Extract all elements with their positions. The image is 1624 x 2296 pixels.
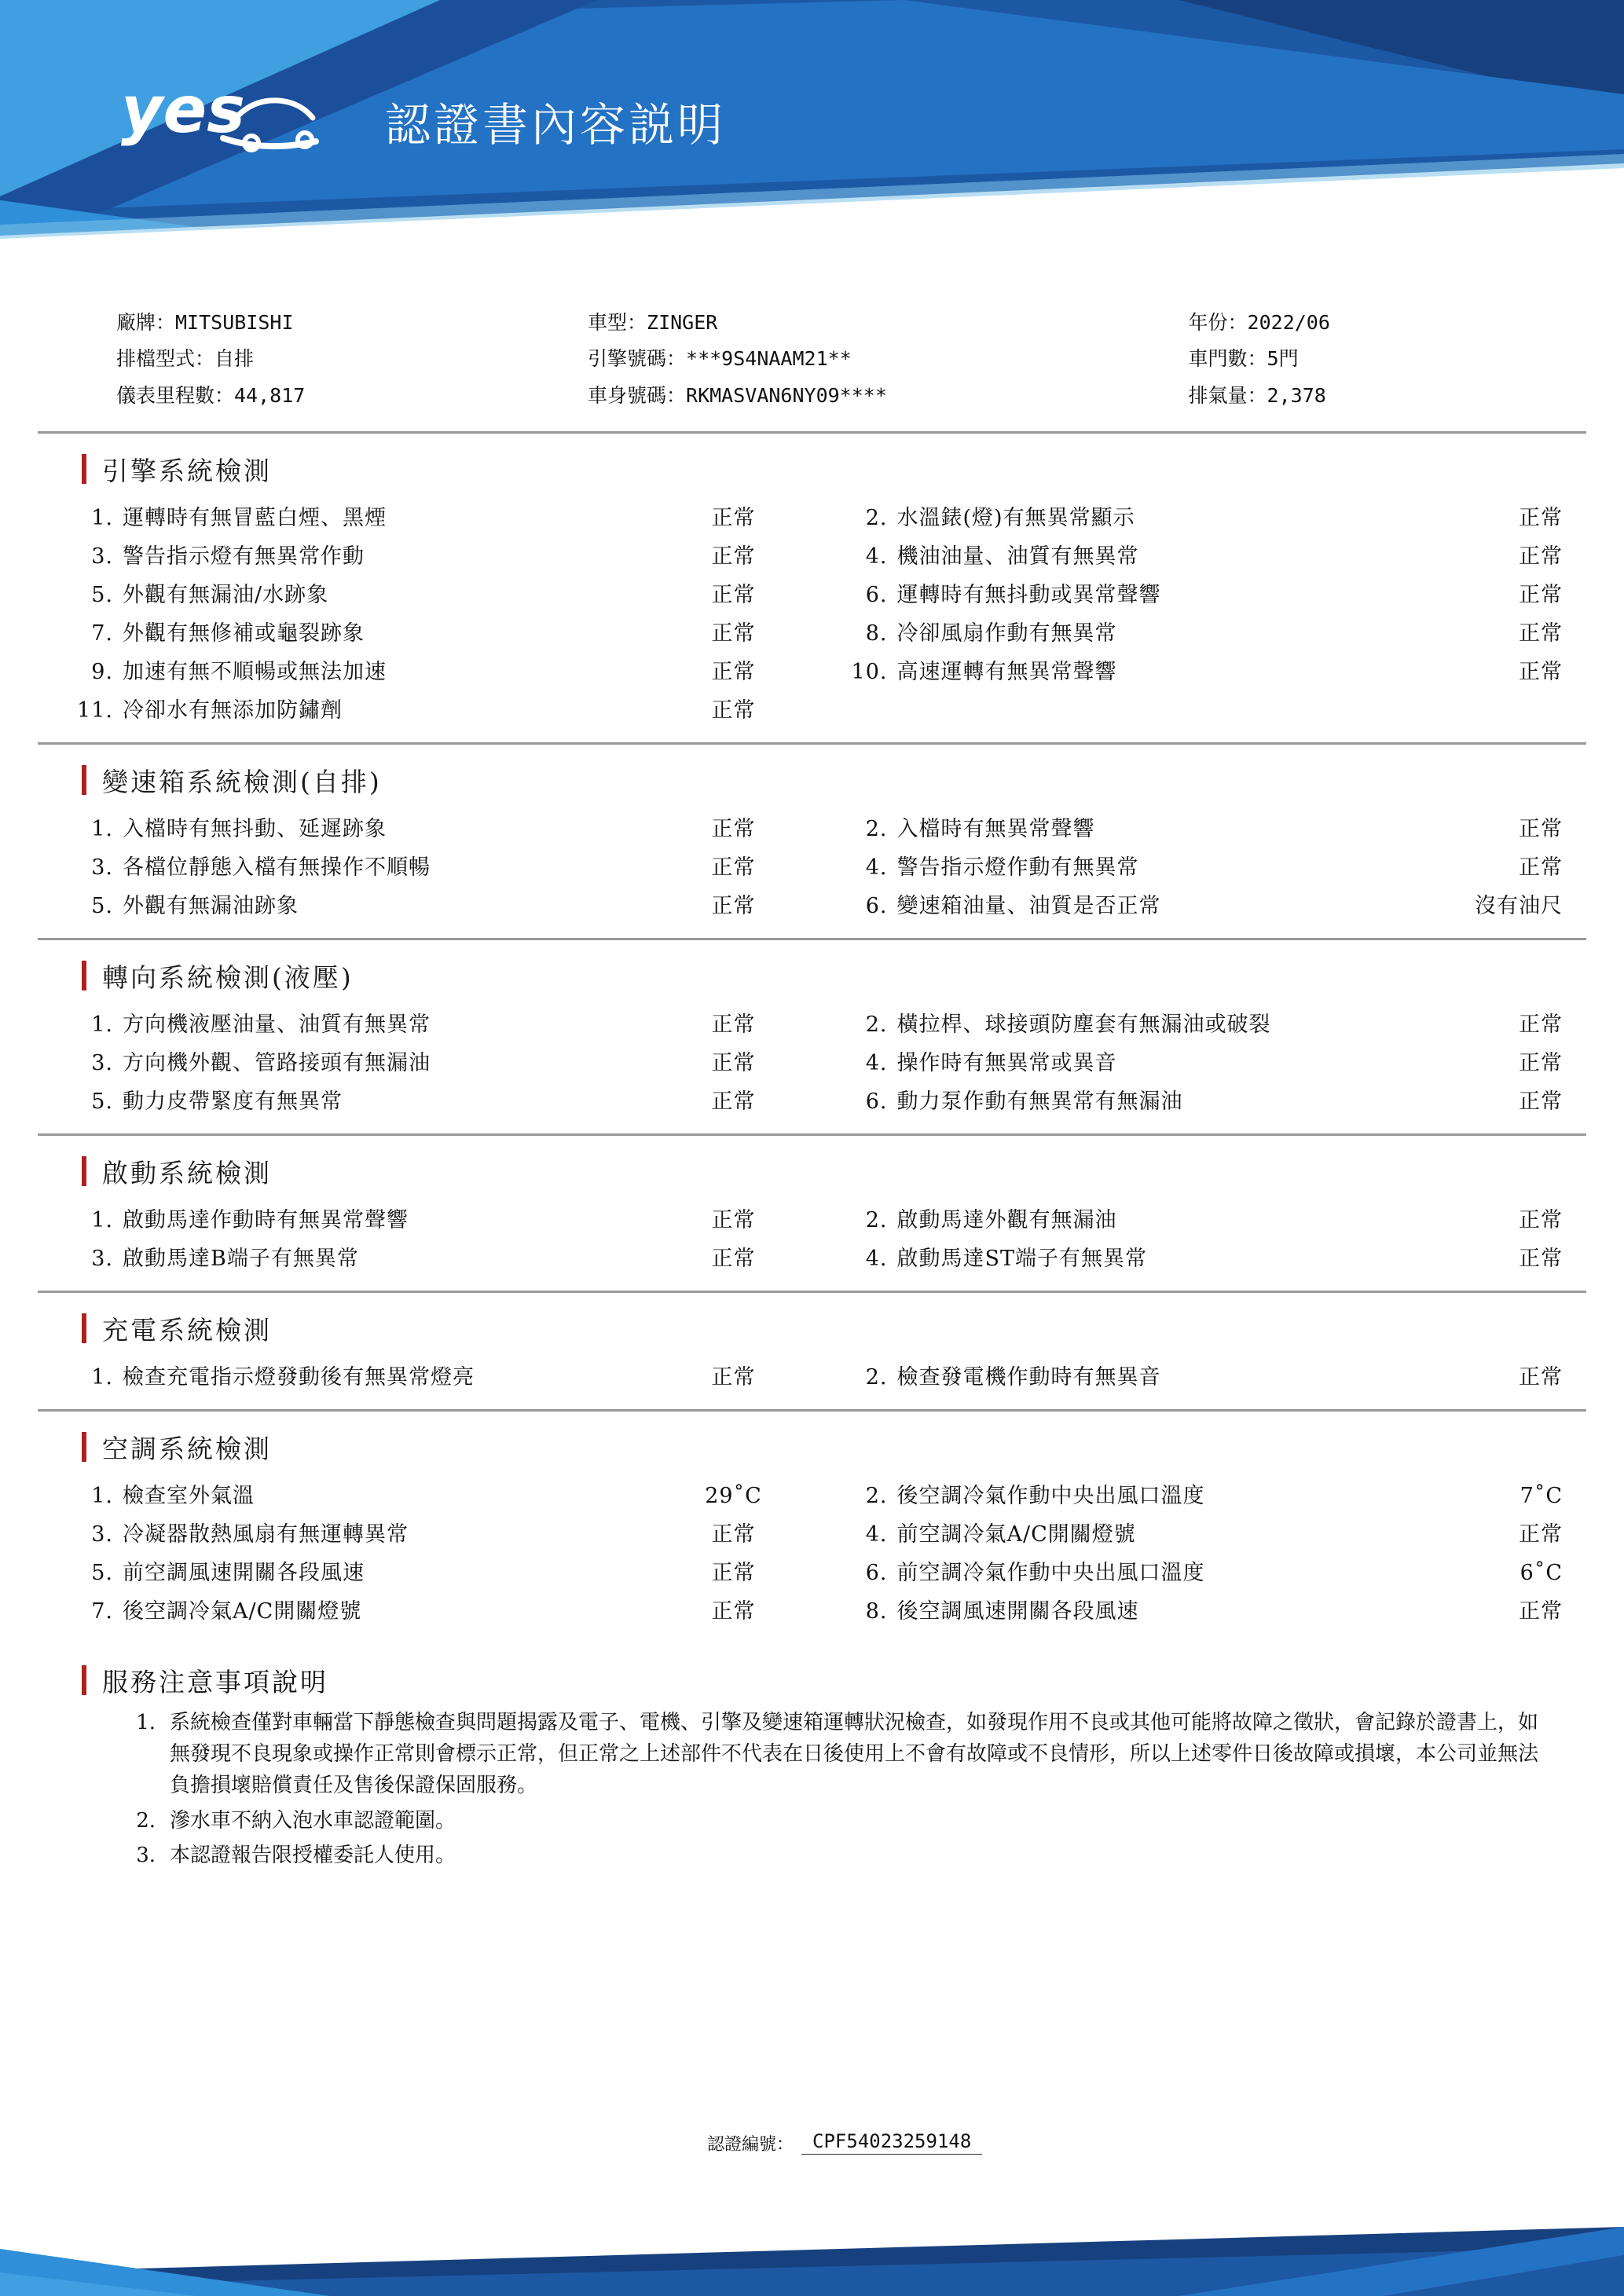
inspection-section <box>38 434 1586 745</box>
section-item-list <box>38 1472 1586 1631</box>
section-title-text: 空調系統檢測 <box>102 1433 272 1464</box>
inspection-section <box>38 1412 1586 1643</box>
inspection-item <box>38 623 812 644</box>
notes-title-text: 服務注意事項說明 <box>102 1666 328 1697</box>
inspection-item <box>38 1598 812 1624</box>
item-number: 7. <box>91 1598 113 1624</box>
section-accent-bar <box>82 1156 86 1186</box>
section-accent-bar <box>82 1313 86 1343</box>
item-number: 11. <box>77 698 113 723</box>
item-result-value: 正常 <box>711 1012 756 1037</box>
inspection-row <box>38 887 1586 925</box>
item-label: 動力泵作動有無異常有無漏油 <box>896 1089 1183 1114</box>
item-result-value: 正常 <box>711 855 756 880</box>
item-number: 2. <box>865 1012 888 1037</box>
item-label: 前空調冷氣作動中央出風口溫度 <box>896 1560 1205 1585</box>
notes-section-title <box>38 1643 1586 1704</box>
item-result-value: 正常 <box>1519 1089 1563 1114</box>
item-label: 入檔時有無抖動、延遲跡象 <box>123 816 387 841</box>
inspection-item <box>38 507 812 529</box>
item-result-value: 正常 <box>711 505 756 530</box>
inspection-item <box>812 546 1587 567</box>
item-result-value: 正常 <box>711 659 756 684</box>
inspection-row <box>38 1201 1586 1240</box>
item-number: 6. <box>865 1560 888 1585</box>
vehicle-door-count: 車門數：5門 <box>1188 347 1299 371</box>
item-label: 運轉時有無冒藍白煙、黑煙 <box>123 505 387 530</box>
note-text: 滲水車不納入泡水車認證範圍。 <box>170 1808 456 1833</box>
item-number: 10. <box>851 659 888 684</box>
vehicle-info-row <box>116 305 1508 341</box>
item-label: 前空調冷氣A/C開關燈號 <box>896 1522 1136 1547</box>
inspection-row <box>38 1044 1586 1082</box>
note-text: 系統檢查僅對車輛當下靜態檢查與問題揭露及電子、電機、引擎及變速箱運轉狀況檢查，如發現作用不良或其他可能將故障之徵狀，會記錄於證書上，如無發現不良現象或操作正常則會標示正常，但正常之上述部件不代表在日後使用上不會有故障或不良情形，所以上述零件日後故障或損壞，本公司並無法負擔損壞賠償責任及售後保證保固服務。 <box>170 1710 1539 1798</box>
section-title <box>38 1293 1586 1353</box>
inspection-row <box>38 1554 1586 1592</box>
item-number: 3. <box>91 855 113 880</box>
section-title-text: 轉向系統檢測(液壓) <box>102 961 354 993</box>
section-item-list <box>38 805 1586 925</box>
item-result-value: 6˚C <box>1520 1560 1563 1585</box>
inspection-item <box>812 818 1587 840</box>
inspection-item <box>812 584 1587 606</box>
inspection-item <box>812 1091 1587 1112</box>
inspection-item <box>38 1485 812 1507</box>
item-label: 啟動馬達ST端子有無異常 <box>896 1246 1148 1271</box>
item-label: 檢查充電指示燈發動後有無異常燈亮 <box>123 1364 475 1390</box>
inspection-item <box>38 700 812 721</box>
item-number: 5. <box>91 893 113 918</box>
section-title-text: 引擎系統檢測 <box>102 455 272 486</box>
item-label: 冷卻水有無添加防鏽劑 <box>123 698 343 723</box>
item-result-value: 正常 <box>711 893 756 918</box>
vehicle-displacement: 排氣量：2,378 <box>1188 383 1326 407</box>
section-item-list <box>38 1353 1586 1397</box>
item-result-value: 正常 <box>1519 505 1563 530</box>
item-number: 3. <box>91 1522 113 1547</box>
certificate-number-label: 認證編號： <box>707 2135 794 2155</box>
inspection-item <box>38 1207 812 1232</box>
inspection-item <box>812 1524 1587 1545</box>
item-result-value: 正常 <box>1519 855 1563 880</box>
certificate-number-value: CPF54023259148 <box>801 2130 982 2155</box>
item-number: 9. <box>91 659 113 684</box>
item-result-value: 正常 <box>1519 1246 1563 1271</box>
inspection-item <box>812 857 1587 878</box>
item-number: 7. <box>91 621 113 646</box>
item-label: 動力皮帶緊度有無異常 <box>123 1089 343 1114</box>
item-number: 8. <box>865 621 888 646</box>
inspection-row <box>38 848 1586 887</box>
inspection-section <box>38 745 1586 940</box>
inspection-row <box>38 1358 1586 1397</box>
item-label: 加速有無不順暢或無法加速 <box>123 659 387 684</box>
item-result-value: 正常 <box>1519 621 1563 646</box>
item-result-value: 7˚C <box>1520 1483 1563 1508</box>
page-title: 認證書內容説明 <box>385 98 727 152</box>
item-label: 檢查室外氣溫 <box>123 1483 255 1508</box>
vehicle-mileage: 儀表里程數：44,817 <box>116 383 306 407</box>
section-item-list <box>38 494 1586 730</box>
item-result-value: 正常 <box>1519 1012 1563 1037</box>
svg-text:yes: yes <box>121 75 245 148</box>
item-label: 外觀有無漏油/水跡象 <box>123 582 329 607</box>
item-result-value: 沒有油尺 <box>1475 893 1563 918</box>
vehicle-info-row <box>116 378 1508 414</box>
item-label: 方向機液壓油量、油質有無異常 <box>123 1012 431 1037</box>
item-result-value: 正常 <box>711 1364 756 1390</box>
inspection-item <box>812 700 1587 721</box>
vehicle-transmission: 排檔型式：自排 <box>116 347 255 371</box>
inspection-row <box>38 1515 1586 1554</box>
inspection-item <box>38 1050 812 1075</box>
inspection-row <box>38 1477 1586 1515</box>
inspection-item <box>812 1364 1587 1390</box>
item-number: 1. <box>91 816 113 841</box>
note-number: 3. <box>136 1843 156 1867</box>
section-item-list <box>38 1196 1586 1278</box>
vehicle-info-block <box>38 291 1586 434</box>
item-label: 啟動馬達外觀有無漏油 <box>896 1207 1117 1232</box>
item-number: 3. <box>91 1246 113 1271</box>
inspection-section <box>38 940 1586 1136</box>
inspection-item <box>812 507 1587 529</box>
inspection-item <box>38 1364 812 1390</box>
item-label: 變速箱油量、油質是否正常 <box>896 893 1161 918</box>
inspection-item <box>812 1050 1587 1075</box>
vehicle-info-row <box>116 341 1508 377</box>
item-result-value: 正常 <box>1519 582 1563 607</box>
item-label: 外觀有無漏油跡象 <box>123 893 299 918</box>
item-result-value: 正常 <box>711 816 756 841</box>
item-label: 冷卻風扇作動有無異常 <box>896 621 1117 646</box>
section-title <box>38 745 1586 805</box>
item-number: 2. <box>865 1207 888 1232</box>
inspection-row <box>38 1005 1586 1044</box>
item-number: 2. <box>865 1364 888 1390</box>
item-number: 2. <box>865 1483 888 1508</box>
item-result-value: 正常 <box>711 1207 756 1232</box>
section-accent-bar <box>82 1432 86 1462</box>
item-result-value: 正常 <box>711 582 756 607</box>
item-label: 啟動馬達作動時有無異常聲響 <box>123 1207 409 1232</box>
inspection-item <box>38 1091 812 1112</box>
note-text: 本認證報告限授權委託人使用。 <box>170 1843 456 1867</box>
inspection-row <box>38 1240 1586 1278</box>
section-accent-bar <box>82 765 86 795</box>
inspection-row <box>38 810 1586 848</box>
item-label: 水溫錶(燈)有無異常顯示 <box>896 505 1135 530</box>
item-label: 操作時有無異常或異音 <box>896 1050 1117 1075</box>
section-accent-bar <box>82 1665 86 1695</box>
item-number: 4. <box>865 855 888 880</box>
note-item <box>113 1707 1555 1802</box>
item-label: 警告指示燈有無異常作動 <box>123 544 365 569</box>
item-number: 2. <box>865 505 888 530</box>
inspection-row <box>38 1082 1586 1121</box>
item-label: 機油油量、油質有無異常 <box>896 544 1139 569</box>
item-label: 方向機外觀、管路接頭有無漏油 <box>123 1050 431 1075</box>
inspection-item <box>38 661 812 683</box>
note-number: 1. <box>136 1710 156 1734</box>
inspection-item <box>38 1562 812 1584</box>
item-number: 1. <box>91 1483 113 1508</box>
note-item <box>113 1805 1555 1836</box>
note-item <box>113 1840 1555 1871</box>
vehicle-model: 車型：ZINGER <box>588 311 718 334</box>
inspection-row <box>38 1592 1586 1631</box>
item-result-value: 正常 <box>711 1598 756 1624</box>
item-label: 運轉時有無抖動或異常聲響 <box>896 582 1161 607</box>
inspection-row <box>38 576 1586 614</box>
item-result-value: 正常 <box>1519 1522 1563 1547</box>
inspection-row <box>38 653 1586 691</box>
item-number: 1. <box>91 505 113 530</box>
inspection-row <box>38 499 1586 537</box>
vehicle-engine-number: 引擎號碼：***9S4NAAM21** <box>588 347 852 371</box>
inspection-item <box>38 1248 812 1269</box>
vehicle-year: 年份：2022/06 <box>1188 311 1330 334</box>
item-result-value: 正常 <box>1519 1364 1563 1390</box>
item-label: 警告指示燈作動有無異常 <box>896 855 1139 880</box>
page-header <box>0 0 1624 276</box>
vehicle-vin: 車身號碼：RKMASVAN6NY09**** <box>588 383 887 407</box>
item-result-value: 正常 <box>711 1050 756 1075</box>
section-accent-bar <box>82 961 86 991</box>
section-title <box>38 940 1586 1001</box>
section-title-text: 充電系統檢測 <box>102 1314 272 1346</box>
item-result-value: 正常 <box>1519 816 1563 841</box>
item-number: 5. <box>91 1560 113 1585</box>
item-number: 4. <box>865 1522 888 1547</box>
item-number: 4. <box>865 1246 888 1271</box>
item-number: 6. <box>865 1089 888 1114</box>
item-label: 後空調冷氣A/C開關燈號 <box>123 1598 362 1624</box>
item-result-value: 正常 <box>1519 1207 1563 1232</box>
item-number: 3. <box>91 544 113 569</box>
item-number: 2. <box>865 816 888 841</box>
inspection-item <box>812 623 1587 644</box>
item-label: 入檔時有無異常聲響 <box>896 816 1095 841</box>
section-item-list <box>38 1001 1586 1121</box>
item-number: 6. <box>865 893 888 918</box>
item-label: 冷凝器散熱風扇有無運轉異常 <box>123 1522 409 1547</box>
item-result-value: 正常 <box>711 1560 756 1585</box>
section-title <box>38 434 1586 494</box>
item-number: 6. <box>865 582 888 607</box>
item-number: 1. <box>91 1207 113 1232</box>
item-label: 檢查發電機作動時有無異音 <box>896 1364 1161 1390</box>
inspection-item <box>38 584 812 606</box>
page-footer <box>0 2155 1624 2296</box>
inspection-item <box>812 1562 1587 1584</box>
inspection-item <box>812 1485 1587 1507</box>
inspection-item <box>38 1524 812 1545</box>
item-label: 橫拉桿、球接頭防塵套有無漏油或破裂 <box>896 1012 1271 1037</box>
inspection-item <box>38 818 812 840</box>
section-title <box>38 1136 1586 1196</box>
inspection-row <box>38 614 1586 653</box>
item-result-value: 正常 <box>711 1246 756 1271</box>
section-title-text: 變速箱系統檢測(自排) <box>102 766 382 797</box>
footer-banner-graphic <box>0 2155 1624 2296</box>
section-title-text: 啟動系統檢測 <box>102 1157 272 1188</box>
inspection-item <box>38 1014 812 1035</box>
certificate-number-block <box>707 2130 982 2155</box>
document-content <box>0 291 1624 1874</box>
section-accent-bar <box>82 454 86 484</box>
item-number: 1. <box>91 1364 113 1390</box>
item-result-value: 正常 <box>1519 1598 1563 1624</box>
inspection-item <box>812 895 1587 917</box>
item-number: 5. <box>91 582 113 607</box>
item-number: 5. <box>91 1089 113 1114</box>
item-result-value: 正常 <box>711 544 756 569</box>
item-result-value: 29˚C <box>705 1483 762 1508</box>
inspection-row <box>38 537 1586 576</box>
item-number: 1. <box>91 1012 113 1037</box>
item-number: 3. <box>91 1050 113 1075</box>
inspection-item <box>812 1248 1587 1269</box>
inspection-item <box>812 1014 1587 1035</box>
item-result-value: 正常 <box>711 621 756 646</box>
note-number: 2. <box>136 1808 156 1833</box>
inspection-section <box>38 1136 1586 1293</box>
item-label: 後空調風速開關各段風速 <box>896 1598 1139 1624</box>
item-label: 各檔位靜態入檔有無操作不順暢 <box>123 855 431 880</box>
inspection-row <box>38 691 1586 730</box>
item-label: 高速運轉有無異常聲響 <box>896 659 1117 684</box>
item-result-value: 正常 <box>711 1089 756 1114</box>
inspection-item <box>812 1207 1587 1232</box>
item-number: 4. <box>865 544 888 569</box>
item-label: 啟動馬達B端子有無異常 <box>123 1246 359 1271</box>
inspection-item <box>38 857 812 878</box>
item-result-value: 正常 <box>711 1522 756 1547</box>
inspection-item <box>812 661 1587 683</box>
item-result-value: 正常 <box>711 698 756 723</box>
item-number: 4. <box>865 1050 888 1075</box>
item-label: 後空調冷氣作動中央出風口溫度 <box>896 1483 1205 1508</box>
inspection-section <box>38 1293 1586 1412</box>
inspection-item <box>38 546 812 567</box>
item-result-value: 正常 <box>1519 659 1563 684</box>
item-result-value: 正常 <box>1519 1050 1563 1075</box>
vehicle-brand: 廠牌：MITSUBISHI <box>116 311 294 334</box>
inspection-sections <box>0 434 1624 1643</box>
yes-logo-icon <box>119 75 355 170</box>
notes-list <box>38 1704 1586 1871</box>
inspection-item <box>38 895 812 917</box>
item-number: 8. <box>865 1598 888 1624</box>
item-label: 前空調風速開關各段風速 <box>123 1560 365 1585</box>
item-result-value: 正常 <box>1519 544 1563 569</box>
inspection-item <box>812 1598 1587 1624</box>
section-title <box>38 1412 1586 1472</box>
item-label: 外觀有無修補或龜裂跡象 <box>123 621 365 646</box>
